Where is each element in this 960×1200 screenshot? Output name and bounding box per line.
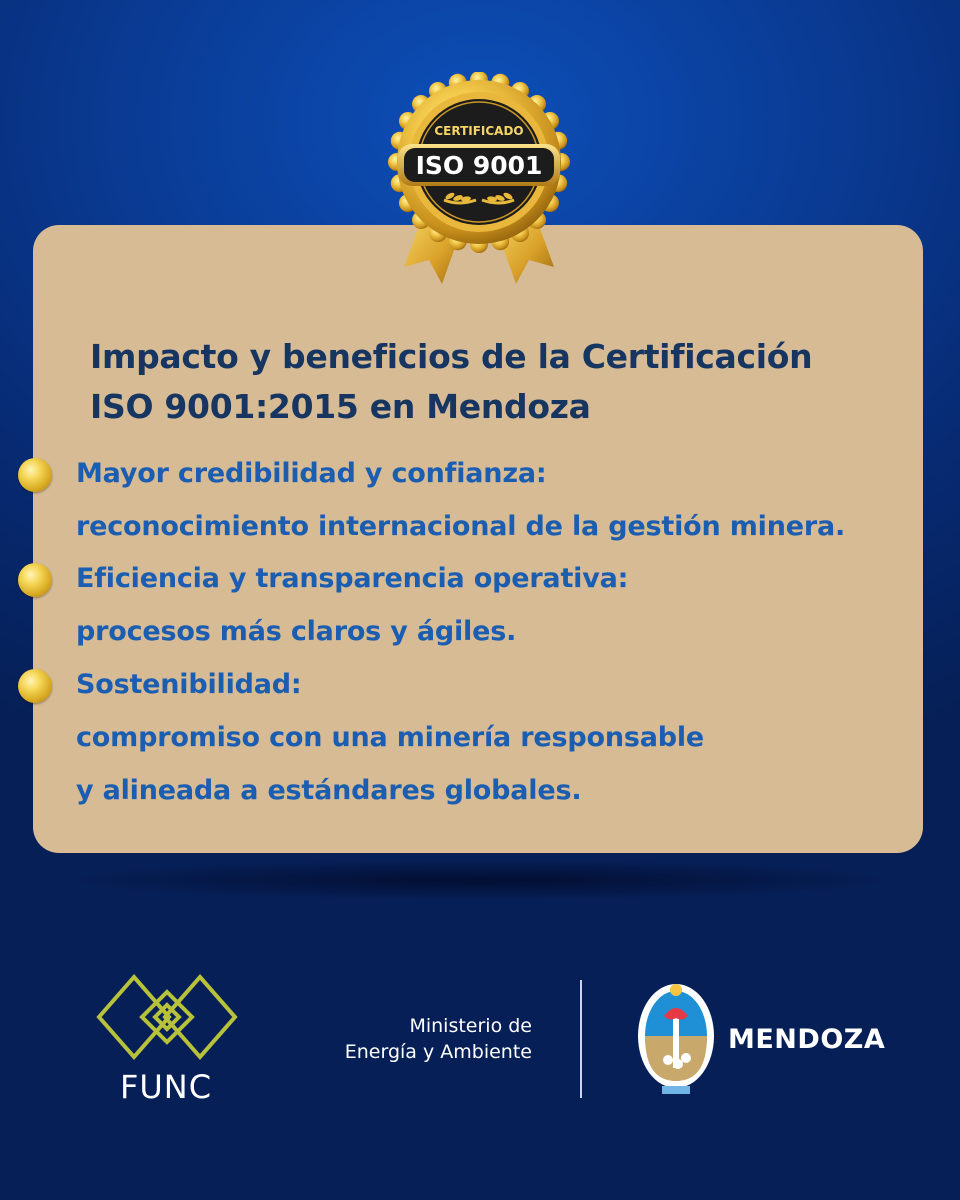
benefit-3-heading: Sostenibilidad: <box>76 669 302 700</box>
footer-divider <box>580 980 582 1098</box>
iso-certified-seal-icon <box>384 72 574 297</box>
card-title <box>90 332 870 432</box>
card-shadow <box>60 860 900 900</box>
benefit-2-detail: procesos más claros y ágiles. <box>76 616 517 647</box>
func-logo-icon <box>94 972 240 1062</box>
card-title-line-2: ISO 9001:2015 en Mendoza <box>90 387 591 426</box>
gold-bullet-icon <box>18 563 52 597</box>
benefit-2-heading: Eficiencia y transparencia operativa: <box>76 563 629 594</box>
benefit-1-heading: Mayor credibilidad y confianza: <box>76 458 547 489</box>
mendoza-coat-of-arms-icon <box>634 978 718 1098</box>
func-label: FUNC <box>119 1068 213 1106</box>
seal-main-text: ISO 9001 <box>415 151 543 180</box>
card-title-line-1: Impacto y beneficios de la Certificación <box>90 337 813 376</box>
benefit-1-detail: reconocimiento internacional de la gestión minera. <box>76 511 846 542</box>
gold-bullet-icon <box>18 458 52 492</box>
mendoza-label: MENDOZA <box>728 1024 886 1055</box>
gold-bullet-icon <box>18 669 52 703</box>
seal-top-text: CERTIFICADO <box>434 124 524 138</box>
benefit-3-detail-2: y alineada a estándares globales. <box>76 775 582 806</box>
ministerio-label <box>300 1013 532 1065</box>
benefit-3-detail-1: compromiso con una minería responsable <box>76 722 705 753</box>
ministerio-line-1: Ministerio de <box>409 1015 532 1037</box>
ministerio-line-2: Energía y Ambiente <box>344 1041 532 1063</box>
